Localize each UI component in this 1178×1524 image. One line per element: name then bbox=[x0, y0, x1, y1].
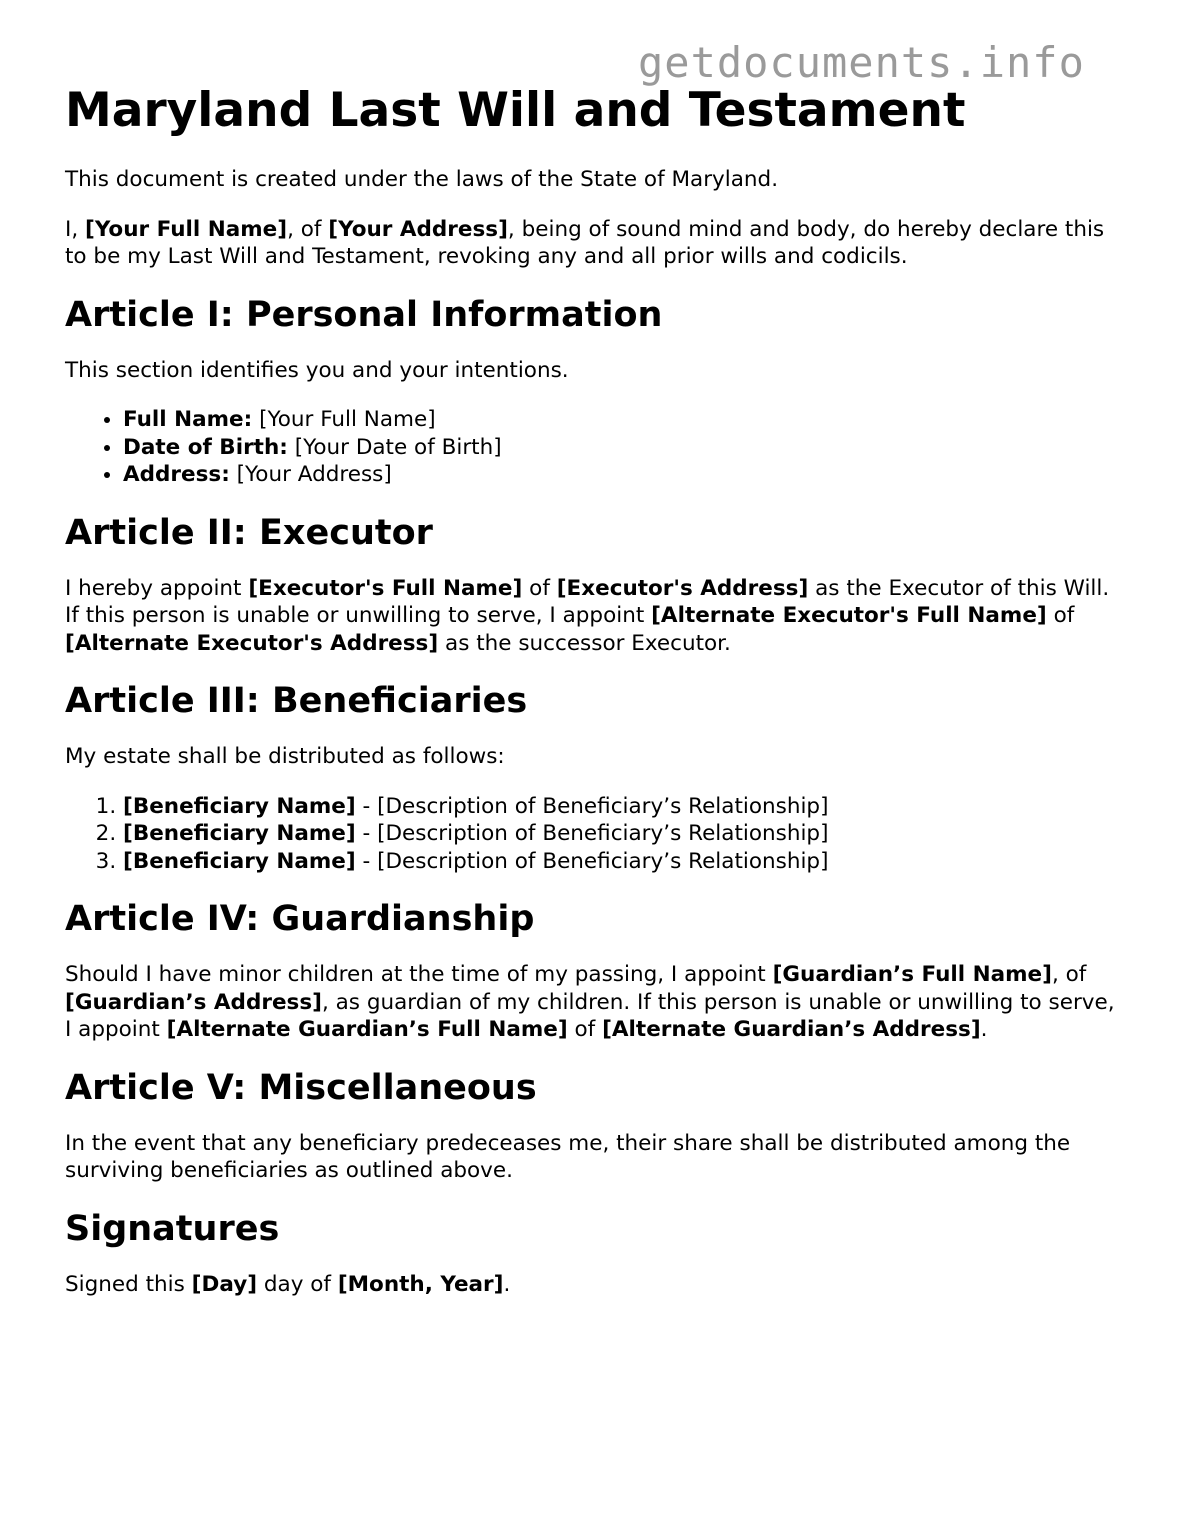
article-3-text: My estate shall be distributed as follows: bbox=[65, 744, 505, 769]
list-item bbox=[123, 848, 1125, 876]
beneficiary-description: - [Description of Beneficiary’s Relationship] bbox=[355, 793, 829, 819]
document-page bbox=[65, 82, 1125, 1320]
declaration-paragraph bbox=[65, 216, 1125, 271]
article-5-text: In the event that any beneficiary predeceases me, their share shall be distributed among the surviving beneficiaries as outlined above. bbox=[65, 1130, 1071, 1183]
executor-text: as the Executor of this Will. If this person is unable or unwilling to serve, I appoint bbox=[65, 575, 1110, 628]
guardianship-text: of bbox=[567, 1017, 603, 1042]
list-item-value: [Your Full Name] bbox=[252, 407, 436, 432]
executor-text: as the successor Executor. bbox=[438, 630, 731, 656]
guardianship-text: . bbox=[980, 1017, 988, 1042]
signatures-text: . bbox=[503, 1271, 511, 1297]
beneficiary-name: [Beneficiary Name] bbox=[123, 793, 356, 819]
article-4-heading: Article IV: Guardianship bbox=[65, 899, 535, 939]
beneficiary-description: - [Description of Beneficiary’s Relationship] bbox=[355, 821, 829, 846]
list-item-value: [Your Address] bbox=[229, 462, 392, 487]
intro-text: This document is created under the laws of the State of Maryland. bbox=[65, 167, 779, 192]
list-item bbox=[123, 434, 1125, 462]
guardian-address-placeholder: [Guardian’s Address] bbox=[65, 989, 322, 1015]
day-placeholder: [Day] bbox=[191, 1271, 258, 1297]
executor-text: I hereby appoint bbox=[65, 575, 249, 601]
signatures-text: Signed this bbox=[65, 1271, 192, 1297]
article-1-heading: Article I: Personal Information bbox=[65, 294, 663, 335]
document-title: Maryland Last Will and Testament bbox=[65, 83, 966, 138]
guardianship-paragraph bbox=[65, 961, 1125, 1044]
list-item-label: Date of Birth: bbox=[123, 434, 288, 460]
guardianship-text: Should I have minor children at the time of my passing, I appoint bbox=[65, 962, 773, 987]
executor-paragraph bbox=[65, 575, 1125, 658]
personal-info-list bbox=[65, 406, 1125, 489]
list-item bbox=[123, 793, 1125, 821]
beneficiary-list bbox=[65, 793, 1125, 876]
guardianship-text: , of bbox=[1051, 962, 1087, 987]
alternate-guardian-name-placeholder: [Alternate Guardian’s Full Name] bbox=[166, 1017, 568, 1042]
article-1-text: This section identifies you and your intentions. bbox=[65, 357, 569, 383]
list-item bbox=[123, 461, 1125, 489]
article-3-heading: Article III: Beneficiaries bbox=[65, 681, 528, 721]
declaration-text: I, bbox=[65, 216, 86, 242]
declaration-text: , being of sound mind and body, do hereby declare this to be my Last Will and Testament, revoking any and all prior wills and codicils. bbox=[65, 216, 1105, 269]
list-item bbox=[123, 406, 1125, 434]
executor-name-placeholder: [Executor's Full Name] bbox=[248, 575, 523, 601]
month-year-placeholder: [Month, Year] bbox=[337, 1271, 504, 1297]
list-item-label: Full Name: bbox=[123, 407, 253, 432]
declaration-text: , of bbox=[287, 216, 329, 242]
signatures-heading: Signatures bbox=[65, 1208, 280, 1249]
beneficiary-name: [Beneficiary Name] bbox=[123, 848, 356, 874]
alternate-guardian-address-placeholder: [Alternate Guardian’s Address] bbox=[602, 1017, 981, 1042]
signatures-text: day of bbox=[257, 1271, 338, 1297]
executor-address-placeholder: [Executor's Address] bbox=[556, 575, 809, 601]
guardianship-text: , as guardian of my children. If this person is unable or unwilling to serve, I appoint bbox=[65, 989, 1115, 1042]
executor-text: of bbox=[1046, 603, 1075, 628]
signatures-paragraph bbox=[65, 1271, 1125, 1299]
alternate-executor-name-placeholder: [Alternate Executor's Full Name] bbox=[651, 603, 1047, 628]
guardian-name-placeholder: [Guardian’s Full Name] bbox=[772, 962, 1052, 987]
list-item-value: [Your Date of Birth] bbox=[287, 434, 502, 460]
beneficiary-description: - [Description of Beneficiary’s Relationship] bbox=[355, 848, 829, 874]
executor-text: of bbox=[522, 575, 557, 601]
declaration-name-placeholder: [Your Full Name] bbox=[85, 216, 288, 242]
list-item bbox=[123, 820, 1125, 848]
watermark: getdocuments.info bbox=[638, 38, 1085, 87]
alternate-executor-address-placeholder: [Alternate Executor's Address] bbox=[65, 630, 439, 656]
article-5-heading: Article V: Miscellaneous bbox=[65, 1067, 537, 1108]
article-2-heading: Article II: Executor bbox=[65, 512, 433, 553]
beneficiary-name: [Beneficiary Name] bbox=[123, 821, 356, 846]
declaration-address-placeholder: [Your Address] bbox=[328, 216, 508, 242]
list-item-label: Address: bbox=[123, 462, 230, 487]
